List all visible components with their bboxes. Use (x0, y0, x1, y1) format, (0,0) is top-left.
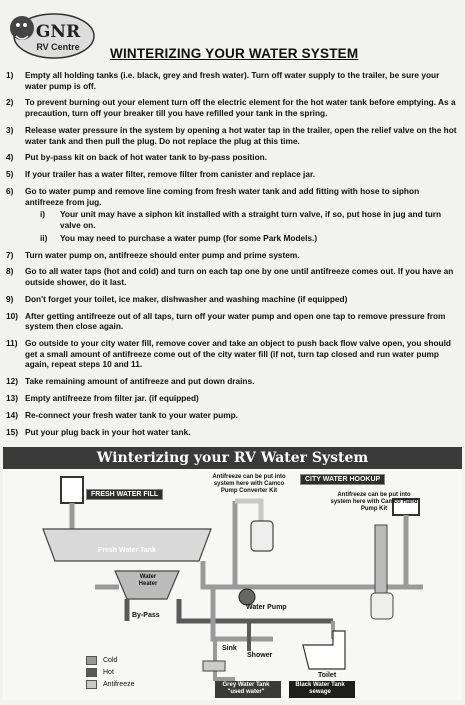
legend-swatch (86, 656, 97, 665)
diagram-banner: Winterizing your RV Water System (3, 447, 462, 469)
city-water-hookup-label: CITY WATER HOOKUP (300, 474, 385, 485)
step-text: Put by-pass kit on back of hot water tank to by-pass position. (25, 152, 268, 163)
step-text: If your trailer has a water filter, remove filter from canister and replace jar. (25, 169, 316, 180)
substep-number: ii) (40, 232, 48, 243)
bypass-label: By-Pass (132, 612, 160, 619)
step-item (6, 152, 458, 163)
step-number: 13) (6, 393, 18, 404)
step-item (6, 376, 458, 387)
step-item (6, 125, 458, 146)
step-text: Re-connect your fresh water tank to your water pump. (25, 410, 238, 421)
step-item (6, 338, 458, 370)
legend-item (86, 654, 135, 666)
step-item (6, 427, 458, 438)
legend-label: Antifreeze (103, 680, 135, 688)
step-text: Take remaining amount of antifreeze and put down drains. (25, 376, 255, 387)
step-item (6, 186, 458, 243)
legend-item (86, 666, 135, 678)
step-text: After getting antifreeze out of all taps, turn off your water pump and open one tap to remove pressure from system then close again. (25, 310, 446, 332)
step-text: Go to all water taps (hot and cold) and turn on each tap one by one until antifreeze comes out. If you have an outside shower, do it last. (25, 266, 454, 287)
note-right: Antifreeze can be put into system here with Camco Hand Pump Kit (330, 492, 418, 512)
step-text: Turn water pump on, antifreeze should enter pump and prime system. (25, 249, 300, 260)
step-number: 6) (6, 186, 14, 197)
step-item (6, 250, 458, 261)
note-left: Antifreeze can be put into system here with Camco Pump Converter Kit (212, 474, 286, 494)
gnr-logo (6, 6, 96, 64)
shower-label: Shower (247, 652, 273, 659)
step-text: Go to water pump and remove line coming from fresh water tank and add fitting with hose to siphon antifreeze from jug. (25, 186, 420, 207)
substep-item (40, 209, 458, 230)
step-number: 12) (6, 376, 18, 387)
step-number: 1) (6, 70, 14, 80)
logo-brand: GNR (35, 22, 81, 42)
step-text: Empty antifreeze from filter jar. (if equipped) (25, 393, 199, 404)
page-title: WINTERIZING YOUR WATER SYSTEM (110, 46, 359, 61)
antifreeze-jug-left (251, 521, 273, 551)
step-text: Put your plug back in your hot water tank. (25, 427, 191, 437)
hand-pump-shape (375, 525, 387, 597)
grey-tank-name: Grey Water Tank (222, 682, 270, 688)
black-tank-name: Black Water Tank (295, 682, 345, 688)
legend-swatch (86, 680, 97, 689)
step-text: Release water pressure in the system by opening a hot water tap in the trailer, open the relief valve on the hot water tank and then pull the plug. Do not replace the plug at this time. (25, 124, 457, 146)
fresh-water-tank-shape (43, 529, 211, 561)
step-number: 9) (6, 293, 14, 304)
step-number: 5) (6, 169, 14, 180)
step-item (6, 169, 458, 180)
black-tank-sub: sewage (309, 689, 331, 695)
step-number: 10) (6, 310, 18, 321)
step-number: 4) (6, 152, 14, 163)
black-water-tank-label (289, 682, 351, 696)
substep-text: You may need to purchase a water pump (for some Park Models.) (60, 232, 318, 243)
step-item (6, 410, 458, 421)
substep-text: Your unit may have a siphon kit installed with a straight turn valve, if so, put hose in jug and turn valve on. (60, 209, 442, 231)
legend-label: Cold (103, 656, 118, 664)
step-item (6, 294, 458, 305)
step-text: To prevent burning out your element turn off the electric element for the hot water tank before emptying. As a precaution, turn off your breaker till you have refilled your tank in the spring. (25, 97, 456, 119)
step-number: 3) (6, 124, 14, 135)
step-item (6, 97, 458, 118)
logo-subtitle: RV Centre (36, 42, 80, 52)
toilet-label: Toilet (318, 672, 337, 679)
step-item (6, 311, 458, 332)
legend (86, 654, 135, 690)
substep-number: i) (40, 209, 46, 220)
step-number: 2) (6, 97, 14, 108)
step-number: 15) (6, 427, 18, 437)
step-item (6, 393, 458, 404)
step-number: 14) (6, 410, 18, 421)
step-number: 11) (6, 338, 18, 349)
water-pump-shape (239, 589, 255, 605)
grey-water-tank-label (215, 682, 277, 696)
legend-item (86, 678, 135, 690)
water-pump-label: Water Pump (246, 604, 287, 611)
grey-tank-sub: "used water" (227, 689, 265, 695)
step-text: Empty all holding tanks (i.e. black, grey and fresh water). Turn off water supply to the trailer, be sure your water pump is off. (25, 70, 440, 91)
steps-list (6, 70, 458, 444)
step-item (6, 70, 458, 91)
sink-label: Sink (222, 645, 237, 652)
step-text: Don't forget your toilet, ice maker, dishwasher and washing machine (if equipped) (25, 293, 348, 304)
legend-swatch (86, 668, 97, 677)
fresh-water-fill-label: FRESH WATER FILL (86, 489, 163, 500)
water-heater-label: Water Heater (138, 574, 158, 587)
fresh-water-tank-label: Fresh Water Tank (98, 547, 156, 554)
substep-item (40, 233, 458, 244)
step-item (6, 266, 458, 287)
legend-label: Hot (103, 668, 114, 676)
antifreeze-jug-right (371, 593, 393, 619)
step-number: 8) (6, 266, 14, 277)
fresh-fill-inlet (61, 477, 83, 503)
step-text: Go outside to your city water fill, remove cover and take an object to push back flow valve open, you should get a small amount of antifreeze come out of the city water fill (if not, turn tap closed and run water pump again, repeat steps 10 and 11. (25, 338, 451, 370)
step-number: 7) (6, 249, 14, 260)
